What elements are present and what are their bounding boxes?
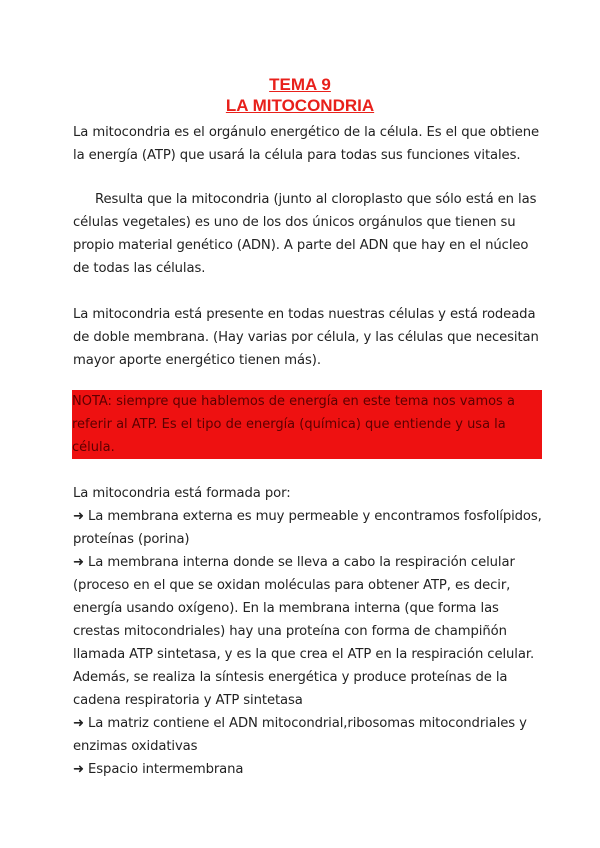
list-item: ➜ La membrana externa es muy permeable y encontramos fosfolípidos, proteínas (porina) <box>73 509 542 547</box>
list-intro: La mitocondria está formada por: <box>73 486 291 501</box>
page-title: TEMA 9 <box>269 75 331 94</box>
paragraph-membrane: La mitocondria está presente en todas nuestras células y está rodeada de doble membrana. (Hay varias por célula, y las células que necesitan mayor aporte energético tienen más). <box>73 307 539 368</box>
list-item: ➜ Espacio intermembrana <box>73 762 244 777</box>
list-item: ➜ La membrana interna donde se lleva a cabo la respiración celular (proceso en el que se oxidan moléculas para obtener ATP, es decir, energía usando oxígeno). En la membrana interna (que forma las crestas mitocondriales) hay una proteína con forma de champiñón llamada ATP sintetasa, y es la que crea el ATP en la respiración celular. Además, se realiza la síntesis energética y produce proteínas de la cadena respiratoria y ATP sintetasa <box>73 555 535 708</box>
arrow-icon: ➜ <box>73 509 84 524</box>
arrow-icon: ➜ <box>73 762 84 777</box>
list-item: ➜ La matriz contiene el ADN mitocondrial,ribosomas mitocondriales y enzimas oxidativas <box>73 716 527 754</box>
paragraph-intro: La mitocondria es el orgánulo energético de la célula. Es el que obtiene la energía (ATP) que usará la célula para todas sus funciones vitales. <box>73 125 540 163</box>
page-subtitle: LA MITOCONDRIA <box>225 96 375 115</box>
arrow-icon: ➜ <box>73 716 84 731</box>
paragraph-adn: Resulta que la mitocondria (junto al cloroplasto que sólo está en las células vegetales) es uno de los dos únicos orgánulos que tienen su propio material genético (ADN). A parte del ADN que hay en el núcleo de todas las células. <box>73 192 537 276</box>
arrow-icon: ➜ <box>73 555 84 570</box>
structure-list <box>73 482 543 781</box>
highlighted-note: NOTA: siempre que hablemos de energía en este tema nos vamos a referir al ATP. Es el tipo de energía (química) que entiende y usa la célula. <box>72 390 542 459</box>
